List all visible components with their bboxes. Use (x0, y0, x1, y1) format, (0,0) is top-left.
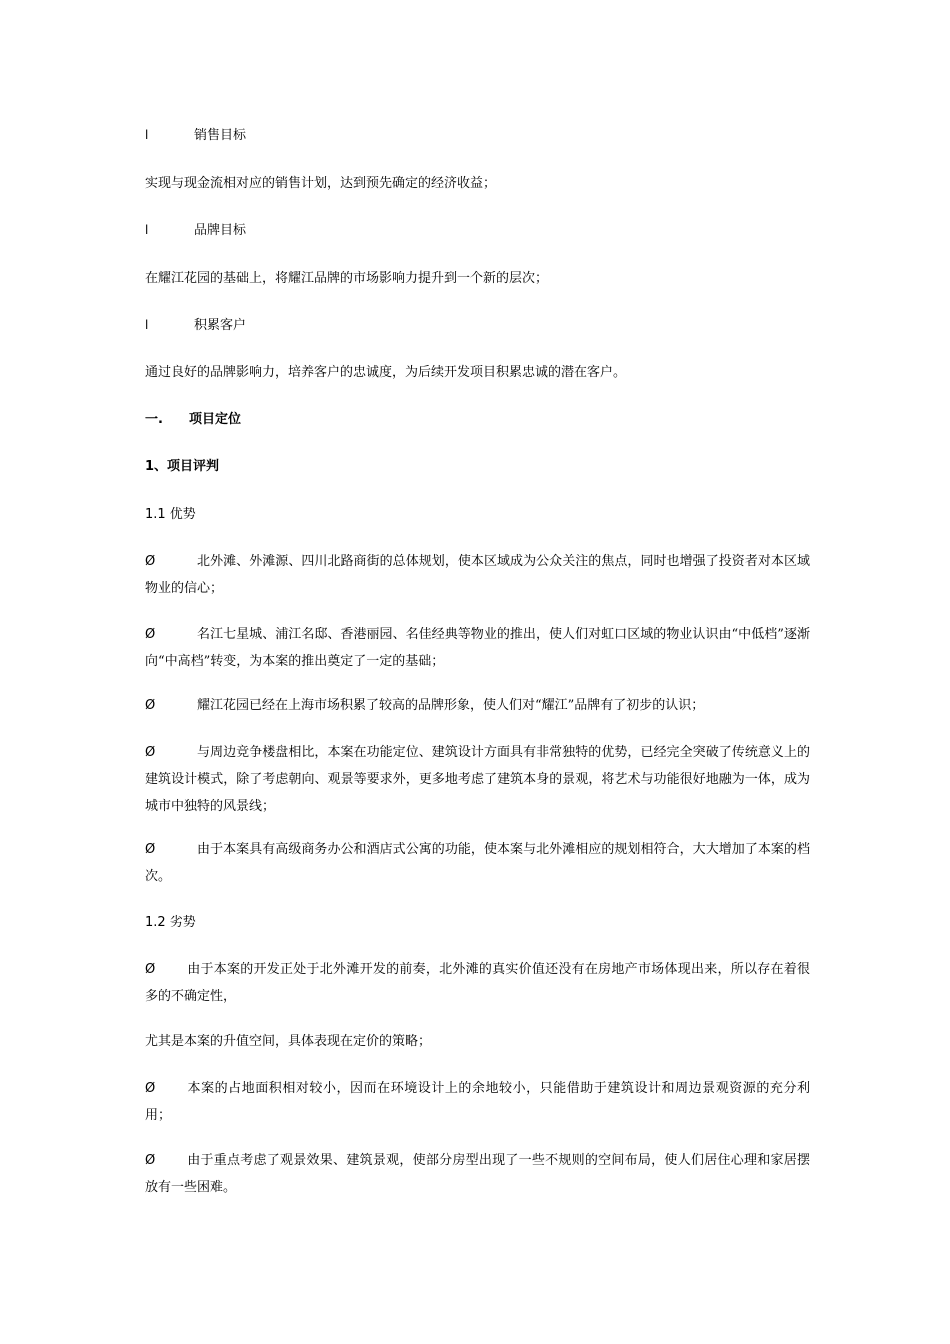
goal-item-customers (145, 312, 810, 339)
goal-item-brand (145, 217, 810, 244)
advantages-heading: 1.1 优势 (145, 507, 196, 522)
advantage-item (145, 692, 810, 719)
section-title: 项目定位 (189, 412, 242, 427)
arrow-bullet-icon: Ø (145, 745, 156, 760)
goal-item-sales (145, 122, 810, 149)
arrow-bullet-icon: Ø (145, 627, 156, 642)
advantage-text: 名江七星城、浦江名邸、香港丽园、名佳经典等物业的推出，使人们对虹口区域的物业认识由“中低档”逐渐向“中高档”转变，为本案的推出奠定了一定的基础； (145, 627, 810, 669)
bullet-marker: l (145, 128, 149, 142)
arrow-bullet-icon: Ø (145, 1081, 156, 1096)
advantage-text: 由于本案具有高级商务办公和酒店式公寓的功能，使本案与北外滩相应的规划相符合，大大增加了本案的档次。 (145, 842, 810, 884)
arrow-bullet-icon: Ø (145, 698, 156, 713)
advantage-item (145, 739, 810, 820)
subsection-heading: 1、项目评判 (145, 459, 220, 474)
section-heading (145, 406, 241, 433)
bullet-marker: l (145, 223, 149, 237)
disadvantage-text: 由于重点考虑了观景效果、建筑景观，使部分房型出现了一些不规则的空间布局，使人们居住心理和家居摆放有一些困难。 (145, 1153, 810, 1195)
disadvantage-item (145, 1147, 810, 1201)
section-number: 一. (145, 412, 163, 427)
arrow-bullet-icon: Ø (145, 554, 156, 569)
advantage-item (145, 621, 810, 675)
goal-label: 积累客户 (194, 318, 247, 333)
goal-description: 实现与现金流相对应的销售计划，达到预先确定的经济收益； (145, 176, 497, 191)
goal-description: 在耀江花园的基础上，将耀江品牌的市场影响力提升到一个新的层次； (145, 271, 549, 286)
bullet-marker: l (145, 318, 149, 332)
advantage-item (145, 548, 810, 602)
advantage-item (145, 836, 810, 890)
disadvantage-continuation: 尤其是本案的升值空间，具体表现在定价的策略； (145, 1034, 432, 1049)
goal-description: 通过良好的品牌影响力，培养客户的忠诚度，为后续开发项目积累忠诚的潜在客户。 (145, 365, 627, 380)
arrow-bullet-icon: Ø (145, 1153, 156, 1168)
disadvantage-text: 本案的占地面积相对较小，因而在环境设计上的余地较小，只能借助于建筑设计和周边景观资源的充分利用； (145, 1081, 810, 1123)
disadvantage-item (145, 956, 810, 1010)
arrow-bullet-icon: Ø (145, 962, 156, 977)
arrow-bullet-icon: Ø (145, 842, 156, 857)
advantage-text: 耀江花园已经在上海市场积累了较高的品牌形象，使人们对“耀江”品牌有了初步的认识； (197, 698, 705, 713)
disadvantages-heading: 1.2 劣势 (145, 915, 196, 930)
advantage-text: 北外滩、外滩源、四川北路商街的总体规划，使本区域成为公众关注的焦点，同时也增强了投资者对本区域物业的信心； (145, 554, 810, 596)
goal-label: 销售目标 (194, 128, 247, 143)
disadvantage-text: 由于本案的开发正处于北外滩开发的前奏，北外滩的真实价值还没有在房地产市场体现出来，所以存在着很多的不确定性， (145, 962, 810, 1004)
goal-label: 品牌目标 (194, 223, 247, 238)
disadvantage-item (145, 1075, 810, 1129)
advantage-text: 与周边竞争楼盘相比，本案在功能定位、建筑设计方面具有非常独特的优势，已经完全突破了传统意义上的建筑设计模式，除了考虑朝向、观景等要求外，更多地考虑了建筑本身的景观，将艺术与功能很好地融为一体，成为城市中独特的风景线； (145, 745, 810, 814)
